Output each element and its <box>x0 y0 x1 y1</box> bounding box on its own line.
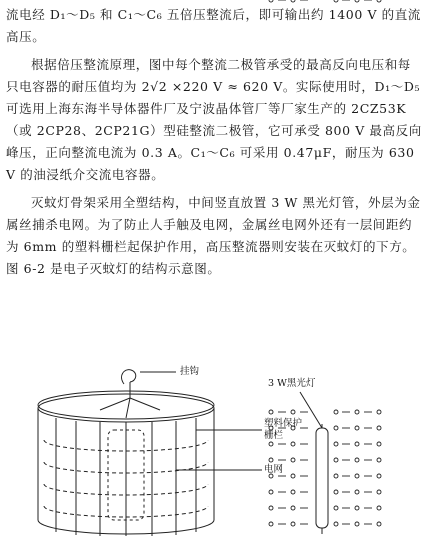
label-grid: 电网 <box>264 464 284 475</box>
paragraph-1: 流电经 D₁～D₅ 和 C₁～C₆ 五倍压整流后，即可输出约 1400 V 的直流高压。 <box>6 7 421 44</box>
paragraph-2: 根据倍压整流原理，图中每个整流二极管承受的最高反向电压和每只电容器的耐压值均为 2√2 ×220 V ≈ 620 V。实际使用时，D₁～D₅ 可选用上海东海半导体器件厂及宁波晶体管厂等厂家生产的 2CZ53K（或 2CP28、2CP21G）型硅整流二极管，它可承受 800 V 最高反向峰压，正向整流电流为 0.3 A。C₁～C₆ 可采用 0.47μF，耐压为 630 V 的油浸纸介交流电容器。 <box>6 57 422 182</box>
fence-grid-pattern <box>269 0 381 526</box>
hook-icon <box>122 370 136 384</box>
label-lamp: 3 W黑光灯 <box>268 378 316 389</box>
label-hook: 挂钩 <box>180 366 200 377</box>
paragraph-3: 灭蚊灯骨架采用全塑结构，中间竖直放置 3 W 黑光灯管，外层为金属丝捕杀电网。为了防止人手触及电网，金属丝电网外还有一层间距约为 6mm 的塑料栅栏起保护作用，高压整流器则安装在灭蚊灯的下方。图 6-2 是电子灭蚊灯的结构示意图。 <box>6 195 421 276</box>
label-fence: 塑料保护栅栏 <box>264 418 303 441</box>
